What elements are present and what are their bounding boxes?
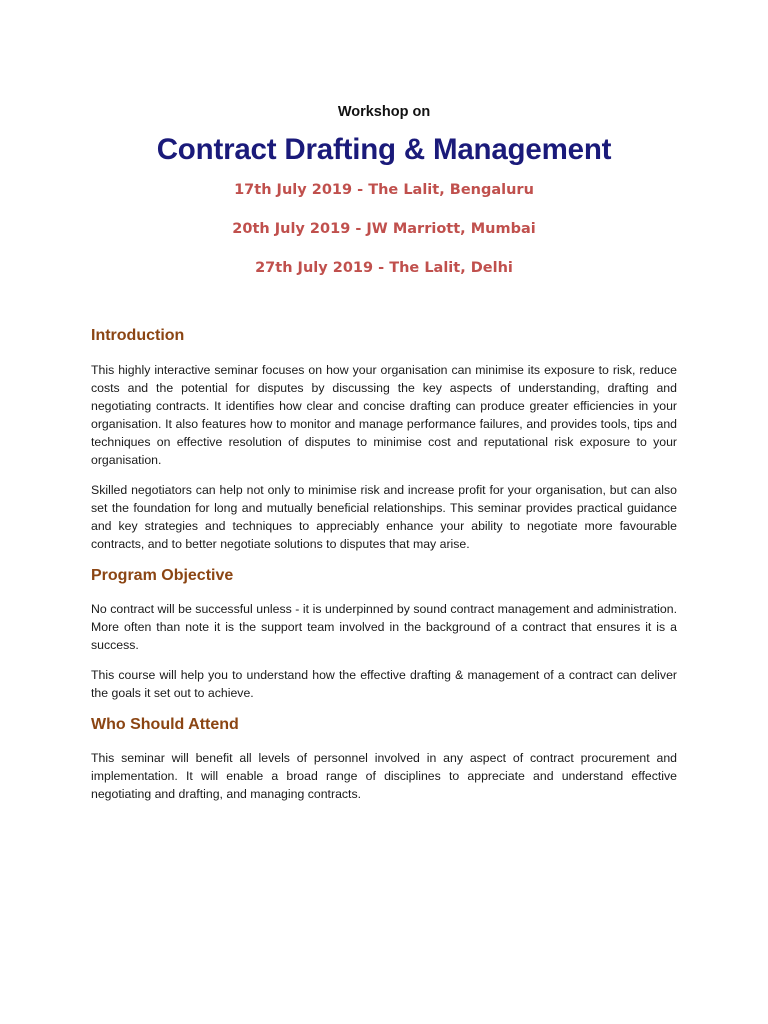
section-heading-who-should-attend: Who Should Attend xyxy=(91,716,239,733)
preheading: Workshop on xyxy=(337,104,431,120)
introduction-paragraph-1: This highly interactive seminar focuses on how your organisation can minimise its exposure to risk, reduce costs and the potential for disputes by discussing the key aspects of understanding, drafting and negotiating contracts. It identifies how clear and concise drafting can produce greater efficiencies in your organisation. It also features how to monitor and manage performance failures, and provides tools, tips and techniques on effective resolution of disputes to minimise cost and reputational risk exposure to your organisation. xyxy=(91,363,677,467)
section-heading-introduction: Introduction xyxy=(91,327,185,344)
program-objective-paragraph-2: This course will help you to understand how the effective drafting & management of a contract can deliver the goals it set out to achieve. xyxy=(91,668,677,700)
program-objective-paragraph-1: No contract will be successful unless - it is underpinned by sound contract management and administration. More often than note it is the support team involved in the background of a contract that ensures it is a success. xyxy=(91,602,677,652)
section-heading-program-objective: Program Objective xyxy=(91,567,234,584)
introduction-paragraph-2: Skilled negotiators can help not only to minimise risk and increase profit for your organisation, but can also set the foundation for long and mutually beneficial relationships. This seminar provides practical guidance and key strategies and techniques to appreciably enhance your ability to negotiate more favourable contracts, and to better negotiate solutions to disputes that may arise. xyxy=(91,483,677,551)
who-should-attend-paragraph: This seminar will benefit all levels of personnel involved in any aspect of contract procurement and implementation. It will enable a broad range of disciplines to appreciate and understand effective negotiating and drafting, and managing contracts. xyxy=(91,751,677,801)
page-title: Contract Drafting & Management xyxy=(156,133,612,166)
document-body xyxy=(91,327,677,803)
event-date-bengaluru: 17th July 2019 - The Lalit, Bengaluru xyxy=(234,182,534,198)
event-date-delhi: 27th July 2019 - The Lalit, Delhi xyxy=(255,260,513,276)
event-date-mumbai: 20th July 2019 - JW Marriott, Mumbai xyxy=(232,221,536,237)
